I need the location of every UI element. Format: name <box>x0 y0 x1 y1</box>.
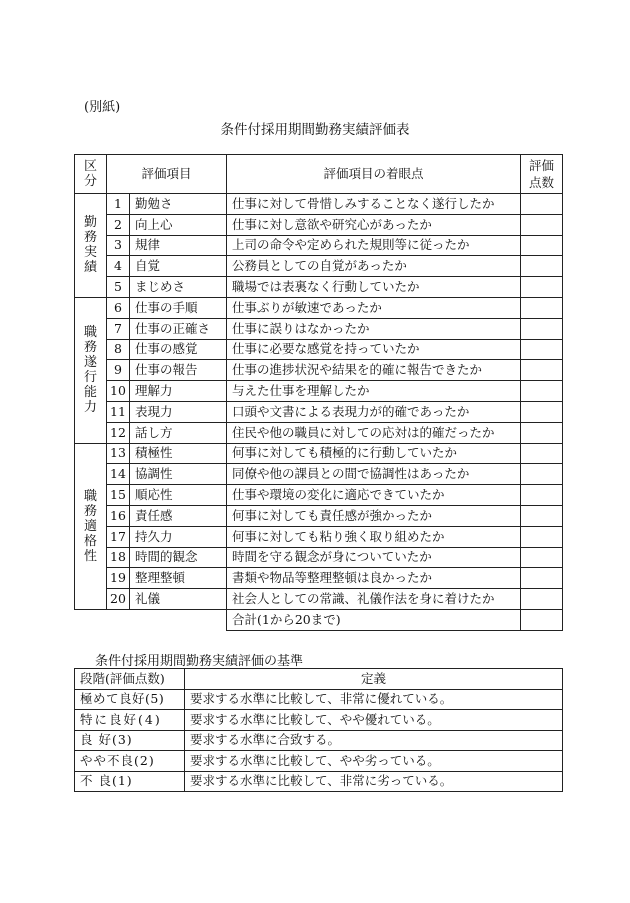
table-row <box>75 214 563 235</box>
score-cell[interactable] <box>521 214 563 235</box>
criteria-row <box>75 710 563 731</box>
header-item: 評価項目 <box>107 155 227 194</box>
item-number: 15 <box>107 485 130 506</box>
item-name: 仕事の報告 <box>130 360 227 381</box>
item-name: 仕事の手順 <box>130 297 227 318</box>
score-cell[interactable] <box>521 277 563 298</box>
table-row <box>75 547 563 568</box>
item-name: 責任感 <box>130 505 227 526</box>
item-number: 4 <box>107 256 130 277</box>
item-number: 5 <box>107 277 130 298</box>
item-number: 13 <box>107 443 130 464</box>
item-number: 1 <box>107 194 130 215</box>
item-name: 協調性 <box>130 464 227 485</box>
item-viewpoint: 何事に対しても責任感が強かったか <box>227 505 521 526</box>
item-viewpoint: 仕事や環境の変化に適応できていたか <box>227 485 521 506</box>
item-viewpoint: 仕事に対して骨惜しみすることなく遂行したか <box>227 194 521 215</box>
score-cell[interactable] <box>521 318 563 339</box>
item-viewpoint: 仕事に誤りはなかったか <box>227 318 521 339</box>
item-viewpoint: 仕事ぶりが敏速であったか <box>227 297 521 318</box>
criteria-level: やや不良(2) <box>75 751 185 772</box>
category-job-ability: 職務遂行能力 <box>75 297 107 443</box>
table-row <box>75 194 563 215</box>
criteria-definition: 要求する水準に比較して、やや優れている。 <box>185 710 563 731</box>
total-score-cell[interactable] <box>521 609 563 630</box>
header-score: 評価点数 <box>521 155 563 194</box>
item-viewpoint: 与えた仕事を理解したか <box>227 381 521 402</box>
score-cell[interactable] <box>521 568 563 589</box>
table-row <box>75 443 563 464</box>
item-number: 12 <box>107 422 130 443</box>
criteria-header <box>75 669 563 690</box>
score-cell[interactable] <box>521 589 563 610</box>
item-viewpoint: 仕事の進捗状況や結果を的確に報告できたか <box>227 360 521 381</box>
criteria-level: 特に良好(4) <box>75 710 185 731</box>
item-name: 理解力 <box>130 381 227 402</box>
item-number: 14 <box>107 464 130 485</box>
criteria-header-definition: 定義 <box>185 669 563 690</box>
criteria-level: 極めて良好(5) <box>75 689 185 710</box>
score-cell[interactable] <box>521 547 563 568</box>
item-number: 9 <box>107 360 130 381</box>
total-label: 合計(1から20まで) <box>227 609 521 630</box>
item-viewpoint: 職場では表裏なく行動していたか <box>227 277 521 298</box>
score-cell[interactable] <box>521 505 563 526</box>
score-cell[interactable] <box>521 360 563 381</box>
score-cell[interactable] <box>521 381 563 402</box>
item-name: 礼儀 <box>130 589 227 610</box>
criteria-row <box>75 751 563 772</box>
header-viewpoint: 評価項目の着眼点 <box>227 155 521 194</box>
item-name: 順応性 <box>130 485 227 506</box>
header-category: 区分 <box>75 155 107 194</box>
table-row <box>75 505 563 526</box>
criteria-header-level: 段階(評価点数) <box>75 669 185 690</box>
score-cell[interactable] <box>521 235 563 256</box>
criteria-level: 良 好(3) <box>75 730 185 751</box>
evaluation-table <box>74 154 563 631</box>
page-label: (別紙) <box>84 100 121 115</box>
item-name: 積極性 <box>130 443 227 464</box>
item-number: 17 <box>107 526 130 547</box>
criteria-table <box>74 668 563 792</box>
item-viewpoint: 何事に対しても積極的に行動していたか <box>227 443 521 464</box>
criteria-row <box>75 771 563 792</box>
table-row <box>75 401 563 422</box>
item-viewpoint: 社会人としての常識、礼儀作法を身に着けたか <box>227 589 521 610</box>
item-number: 10 <box>107 381 130 402</box>
item-number: 19 <box>107 568 130 589</box>
category-job-aptitude: 職務適格性 <box>75 443 107 609</box>
item-viewpoint: 口頭や文書による表現力が的確であったか <box>227 401 521 422</box>
table-row <box>75 235 563 256</box>
criteria-row <box>75 689 563 710</box>
score-cell[interactable] <box>521 339 563 360</box>
criteria-title: 条件付採用期間勤務実績評価の基準 <box>95 654 304 669</box>
evaluation-table-header <box>75 155 563 194</box>
item-number: 16 <box>107 505 130 526</box>
item-number: 7 <box>107 318 130 339</box>
table-row <box>75 589 563 610</box>
item-name: 持久力 <box>130 526 227 547</box>
item-name: 仕事の感覚 <box>130 339 227 360</box>
item-name: 仕事の正確さ <box>130 318 227 339</box>
item-viewpoint: 住民や他の職員に対しての応対は的確だったか <box>227 422 521 443</box>
item-name: 整理整頓 <box>130 568 227 589</box>
total-spacer <box>75 609 227 630</box>
score-cell[interactable] <box>521 297 563 318</box>
table-row <box>75 297 563 318</box>
table-row <box>75 485 563 506</box>
item-viewpoint: 時間を守る観念が身についていたか <box>227 547 521 568</box>
document-title: 条件付採用期間勤務実績評価表 <box>220 122 410 138</box>
item-name: 表現力 <box>130 401 227 422</box>
item-name: 向上心 <box>130 214 227 235</box>
total-row <box>75 609 563 630</box>
item-viewpoint: 仕事に必要な感覚を持っていたか <box>227 339 521 360</box>
item-viewpoint: 公務員としての自覚があったか <box>227 256 521 277</box>
criteria-row <box>75 730 563 751</box>
table-row <box>75 422 563 443</box>
criteria-definition: 要求する水準に比較して、やや劣っている。 <box>185 751 563 772</box>
table-row <box>75 277 563 298</box>
item-name: 規律 <box>130 235 227 256</box>
item-viewpoint: 何事に対しても粘り強く取り組めたか <box>227 526 521 547</box>
table-row <box>75 381 563 402</box>
item-name: 勤勉さ <box>130 194 227 215</box>
item-viewpoint: 仕事に対し意欲や研究心があったか <box>227 214 521 235</box>
score-cell[interactable] <box>521 401 563 422</box>
item-number: 20 <box>107 589 130 610</box>
table-row <box>75 568 563 589</box>
score-cell[interactable] <box>521 443 563 464</box>
criteria-definition: 要求する水準に合致する。 <box>185 730 563 751</box>
criteria-definition: 要求する水準に比較して、非常に劣っている。 <box>185 771 563 792</box>
category-work-performance: 勤務実績 <box>75 194 107 298</box>
score-cell[interactable] <box>521 485 563 506</box>
table-row <box>75 464 563 485</box>
score-cell[interactable] <box>521 422 563 443</box>
item-number: 18 <box>107 547 130 568</box>
table-row <box>75 360 563 381</box>
item-number: 6 <box>107 297 130 318</box>
criteria-level: 不 良(1) <box>75 771 185 792</box>
item-number: 8 <box>107 339 130 360</box>
table-row <box>75 526 563 547</box>
item-name: 時間的観念 <box>130 547 227 568</box>
criteria-definition: 要求する水準に比較して、非常に優れている。 <box>185 689 563 710</box>
item-viewpoint: 書類や物品等整理整頓は良かったか <box>227 568 521 589</box>
table-row <box>75 318 563 339</box>
item-viewpoint: 同僚や他の課員との間で協調性はあったか <box>227 464 521 485</box>
item-name: 自覚 <box>130 256 227 277</box>
item-name: まじめさ <box>130 277 227 298</box>
item-number: 2 <box>107 214 130 235</box>
item-number: 11 <box>107 401 130 422</box>
score-cell[interactable] <box>521 526 563 547</box>
table-row <box>75 256 563 277</box>
score-cell[interactable] <box>521 464 563 485</box>
item-viewpoint: 上司の命令や定められた規則等に従ったか <box>227 235 521 256</box>
table-row <box>75 339 563 360</box>
score-cell[interactable] <box>521 256 563 277</box>
score-cell[interactable] <box>521 194 563 215</box>
item-name: 話し方 <box>130 422 227 443</box>
item-number: 3 <box>107 235 130 256</box>
